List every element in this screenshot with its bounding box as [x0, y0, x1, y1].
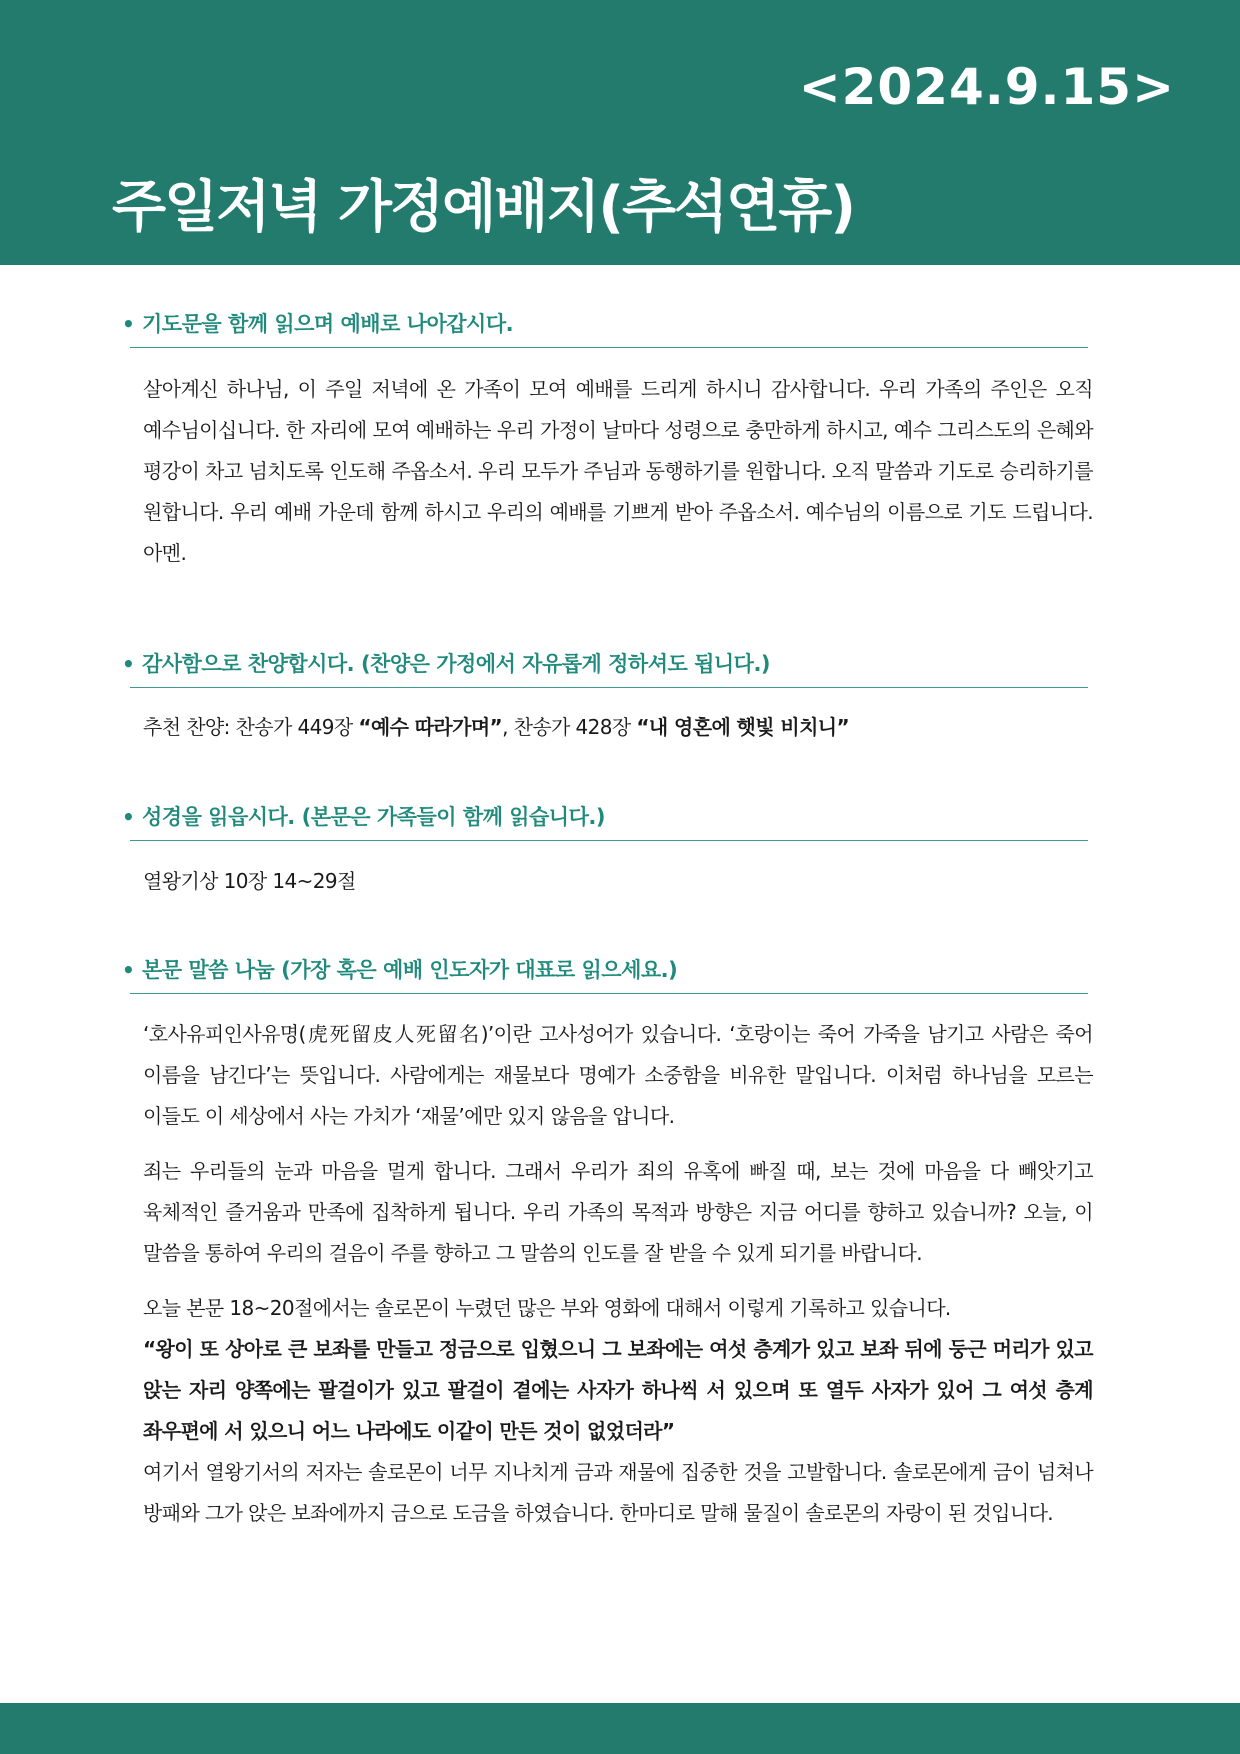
header-banner [0, 0, 1240, 265]
bullet-icon: • [122, 805, 135, 829]
scripture-body [143, 861, 1093, 902]
section-praise [122, 648, 1088, 688]
section-heading [122, 801, 1088, 834]
sermon-paragraph-3: 오늘 본문 18~20절에서는 솔로몬이 누렸던 많은 부와 영화에 대해서 이렇게 기록하고 있습니다. [143, 1296, 951, 1320]
bullet-icon: • [122, 652, 135, 676]
heading-text: 본문 말씀 나눔 (가장 혹은 예배 인도자가 대표로 읽으세요.) [142, 958, 678, 982]
divider [130, 840, 1088, 841]
section-heading [122, 308, 1088, 341]
divider [130, 993, 1088, 994]
section-heading [122, 648, 1088, 681]
footer-bar [0, 1703, 1240, 1754]
bullet-icon: • [122, 312, 135, 336]
prayer-text: 살아계신 하나님, 이 주일 저녁에 온 가족이 모여 예배를 드리게 하시니 감사합니다. 우리 가족의 주인은 오직 예수님이십니다. 한 자리에 모여 예배하는 우리 가정이 날마다 성령으로 충만하게 하시고, 예수 그리스도의 은혜와 평강이 차고 넘치도록 인도해 주옵소서. 우리 모두가 주님과 동행하기를 원합니다. 오직 말씀과 기도로 승리하기를 원합니다. 우리 예배 가운데 함께 하시고 우리의 예배를 기쁘게 받아 주옵소서. 예수님의 이름으로 기도 드립니다. 아멘. [143, 377, 1093, 565]
heading-text: 기도문을 함께 읽으며 예배로 나아갑시다. [142, 312, 514, 336]
song-title-1: “예수 따라가며” [358, 715, 503, 739]
prayer-body [143, 369, 1093, 574]
sermon-paragraph-2: 죄는 우리들의 눈과 마음을 멀게 합니다. 그래서 우리가 죄의 유혹에 빠질 때, 보는 것에 마음을 다 빼앗기고 육체적인 즐거움과 만족에 집착하게 됩니다. 우리 가족의 목적과 방향은 지금 어디를 향하고 있습니까? 오늘, 이 말씀을 통하여 우리의 걸음이 주를 향하고 그 말씀의 인도를 잘 받을 수 있게 되기를 바랍니다. [143, 1159, 1093, 1265]
sermon-paragraph-1: ‘호사유피인사유명(虎死留皮人死留名)’이란 고사성어가 있습니다. ‘호랑이는 죽어 가죽을 남기고 사람은 죽어 이름을 남긴다’는 뜻입니다. 사람에게는 재물보다 명예가 소중함을 비유한 말입니다. 이처럼 하나님을 모르는 이들도 이 세상에서 사는 가치가 ‘재물’에만 있지 않음을 압니다. [143, 1022, 1093, 1128]
praise-body [143, 707, 1093, 748]
recommended-songs [143, 707, 1093, 748]
divider [130, 687, 1088, 688]
section-heading [122, 954, 1088, 987]
songs-prefix: 추천 찬양: 찬송가 449장 [143, 715, 359, 739]
scripture-quote: “왕이 또 상아로 큰 보좌를 만들고 정금으로 입혔으니 그 보좌에는 여섯 층계가 있고 보좌 뒤에 둥근 머리가 있고 앉는 자리 양쪽에는 팔걸이가 있고 팔걸이 곁에는 사자가 하나씩 서 있으며 또 열두 사자가 있어 그 여섯 층계 좌우편에 서 있으니 어느 나라에도 이같이 만든 것이 없었더라” [143, 1337, 1093, 1443]
page-title: 주일저녁 가정예배지(추석연휴) [112, 175, 854, 240]
service-date: <2024.9.15> [798, 58, 1175, 116]
bullet-icon: • [122, 958, 135, 982]
sermon-body [143, 1014, 1093, 1534]
heading-text: 감사함으로 찬양합시다. (찬양은 가정에서 자유롭게 정하셔도 됩니다.) [142, 652, 771, 676]
section-scripture [122, 801, 1088, 841]
sermon-paragraph-4: 여기서 열왕기서의 저자는 솔로몬이 너무 지나치게 금과 재물에 집중한 것을 고발합니다. 솔로몬에게 금이 넘쳐나 방패와 그가 앉은 보좌에까지 금으로 도금을 하였습니다. 한마디로 말해 물질이 솔로몬의 자랑이 된 것입니다. [143, 1460, 1093, 1525]
song-title-2: “내 영혼에 햇빛 비치니” [636, 715, 850, 739]
section-prayer [122, 308, 1088, 348]
section-sermon [122, 954, 1088, 994]
scripture-reference: 열왕기상 10장 14~29절 [143, 869, 356, 893]
songs-middle: , 찬송가 428장 [502, 715, 637, 739]
heading-text: 성경을 읽읍시다. (본문은 가족들이 함께 읽습니다.) [142, 805, 605, 829]
divider [130, 347, 1088, 348]
